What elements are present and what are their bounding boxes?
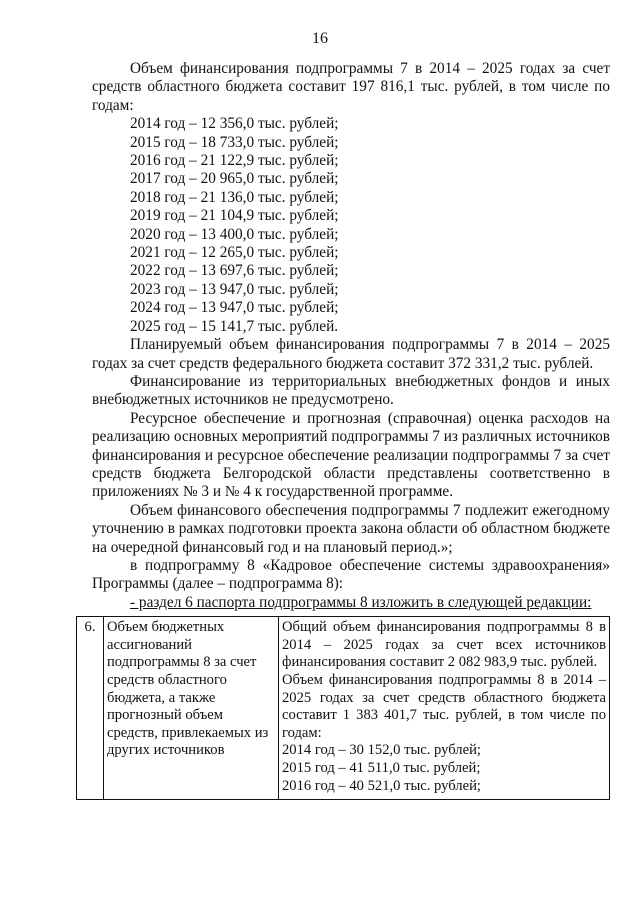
list-item: 2016 год – 21 122,9 тыс. рублей; [130, 152, 339, 170]
list-item: 2018 год – 21 136,0 тыс. рублей; [130, 188, 339, 206]
subprogram-8-paragraph: в подпрограмму 8 «Кадровое обеспечение системы здравоохранения» Программы (далее – подпрограмма 8): [92, 556, 610, 593]
extra-budgetary-paragraph: Финансирование из территориальных внебюджетных фондов и иных внебюджетных источников не предусмотрено. [92, 372, 610, 409]
row-number-cell: 6. [77, 617, 104, 800]
federal-budget-paragraph: Планируемый объем финансирования подпрограммы 7 в 2014 – 2025 годах за счет средств федерального бюджета составит 372 331,2 тыс. рублей. [92, 336, 610, 372]
list-item: 2020 год – 13 400,0 тыс. рублей; [130, 225, 339, 243]
list-item: 2015 год – 41 511,0 тыс. рублей; [282, 759, 481, 776]
annual-update-paragraph: Объем финансового обеспечения подпрограммы 7 подлежит ежегодному уточнению в рамках подготовки проекта закона области об областном бюджете на очередной финансовый год и на плановый период.»; [92, 501, 610, 556]
list-item: 2014 год – 12 356,0 тыс. рублей; [130, 115, 339, 133]
list-item: 2017 год – 20 965,0 тыс. рублей; [130, 170, 339, 188]
list-item: 2014 год – 30 152,0 тыс. рублей; [282, 742, 481, 759]
regional-funding-text: Объем финансирования подпрограммы 8 в 2014 – 2025 годах за счет средств областного бюджета составит 1 383 401,7 тыс. рублей, в том числе по годам: [282, 671, 606, 741]
label-cell: Объем бюджетных ассигнований подпрограммы 8 за счет средств областного бюджета, а также прогнозный объем средств, привлекаемых из других источников [104, 617, 279, 800]
list-item: 2019 год – 21 104,9 тыс. рублей; [130, 207, 339, 225]
section-6-lead-in: - раздел 6 паспорта подпрограммы 8 изложить в следующей редакции: [130, 593, 592, 611]
list-item: 2024 год – 13 947,0 тыс. рублей; [130, 299, 339, 317]
passport-table [76, 616, 610, 800]
content-cell [279, 617, 610, 800]
list-item: 2022 год – 13 697,6 тыс. рублей; [130, 262, 339, 280]
table-row [77, 617, 610, 800]
resource-provision-paragraph: Ресурсное обеспечение и прогнозная (справочная) оценка расходов на реализацию основных мероприятий подпрограммы 7 из различных источников финансирования и ресурсное обеспечение реализации подпрограммы 7 за счет средств бюджета Белгородской области представлены соответственно в приложениях № 3 и № 4 к государственной программе. [92, 409, 610, 501]
document-body [84, 60, 610, 800]
list-item: 2016 год – 40 521,0 тыс. рублей; [282, 777, 481, 794]
total-funding-text: Общий объем финансирования подпрограммы 8 в 2014 – 2025 годах за счет всех источников финансирования составит 2 082 983,9 тыс. рублей. [282, 619, 606, 671]
yearly-amounts-list [92, 115, 610, 336]
list-item: 2015 год – 18 733,0 тыс. рублей; [130, 133, 339, 151]
page-number: 16 [312, 30, 328, 47]
intro-paragraph: Объем финансирования подпрограммы 7 в 2014 – 2025 годах за счет средств областного бюджета составит 197 816,1 тыс. рублей, в том числе по годам: [92, 60, 610, 114]
list-item: 2021 год – 12 265,0 тыс. рублей; [130, 244, 339, 262]
list-item: 2025 год – 15 141,7 тыс. рублей. [130, 317, 339, 335]
list-item: 2023 год – 13 947,0 тыс. рублей; [130, 280, 339, 298]
